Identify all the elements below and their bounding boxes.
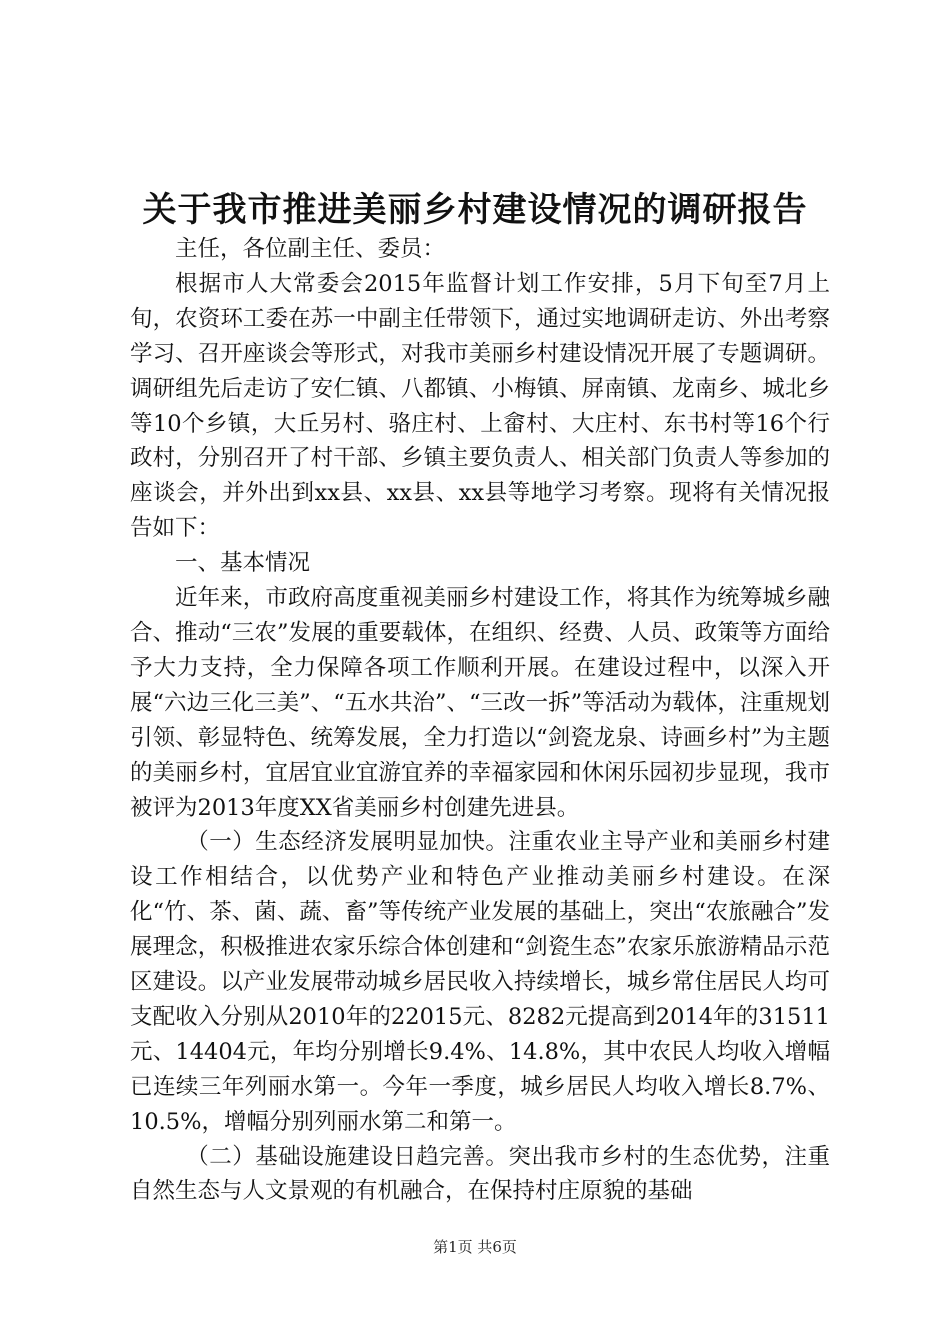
salutation: 主任，各位副主任、委员： [175,236,446,262]
paragraph-intro: 根据市人大常委会2015年监督计划工作安排，5月下旬至7月上旬，农资环工委在苏一中副主任带领下，通过实地调研走访、外出考察学习、召开座谈会等形式，对我市美丽乡村建设情况开展了专题调研。调研组先后走访了安仁镇、八都镇、小梅镇、屏南镇、龙南乡、城北乡等10个乡镇，大丘另村、骆庄村、上畲村、大庄村、东书村等16个行政村，分别召开了村干部、乡镇主要负责人、相关部门负责人等参加的座谈会，并外出到xx县、xx县、xx县等地学习考察。现将有关情况报告如下： [130,270,830,542]
document-body [130,232,830,1209]
document-title: 关于我市推进美丽乡村建设情况的调研报告 [142,190,808,230]
paragraph-basic-situation: 近年来，市政府高度重视美丽乡村建设工作，将其作为统筹城乡融合、推动“三农”发展的重要载体，在组织、经费、人员、政策等方面给予大力支持，全力保障各项工作顺利开展。在建设过程中，以深入开展“六边三化三美”、“五水共治”、“三改一拆”等活动为载体，注重规划引领、彰显特色、统筹发展，全力打造以“剑瓷龙泉、诗画乡村”为主题的美丽乡村，宜居宜业宜游宜养的幸福家园和休闲乐园初步显现，我市被评为2013年度XX省美丽乡村创建先进县。 [130,585,830,821]
page-number: 第1页 共6页 [433,1238,517,1256]
paragraph-infrastructure: （二）基础设施建设日趋完善。突出我市乡村的生态优势，注重自然生态与人文景观的有机融合，在保持村庄原貌的基础 [130,1143,830,1205]
paragraph-ecological-economy: （一）生态经济发展明显加快。注重农业主导产业和美丽乡村建设工作相结合，以优势产业和特色产业推动美丽乡村建设。在深化“竹、茶、菌、蔬、畜”等传统产业发展的基础上，突出“农旅融合”发展理念，积极推进农家乐综合体创建和“剑瓷生态”农家乐旅游精品示范区建设。以产业发展带动城乡居民收入持续增长，城乡常住居民人均可支配收入分别从2010年的22015元、8282元提高到2014年的31511元、14404元，年均分别增长9.4%、14.8%，其中农民人均收入增幅已连续三年列丽水第一。今年一季度，城乡居民人均收入增长8.7%、10.5%，增幅分别列丽水第二和第一。 [130,829,830,1135]
section-heading: 一、基本情况 [175,550,311,577]
